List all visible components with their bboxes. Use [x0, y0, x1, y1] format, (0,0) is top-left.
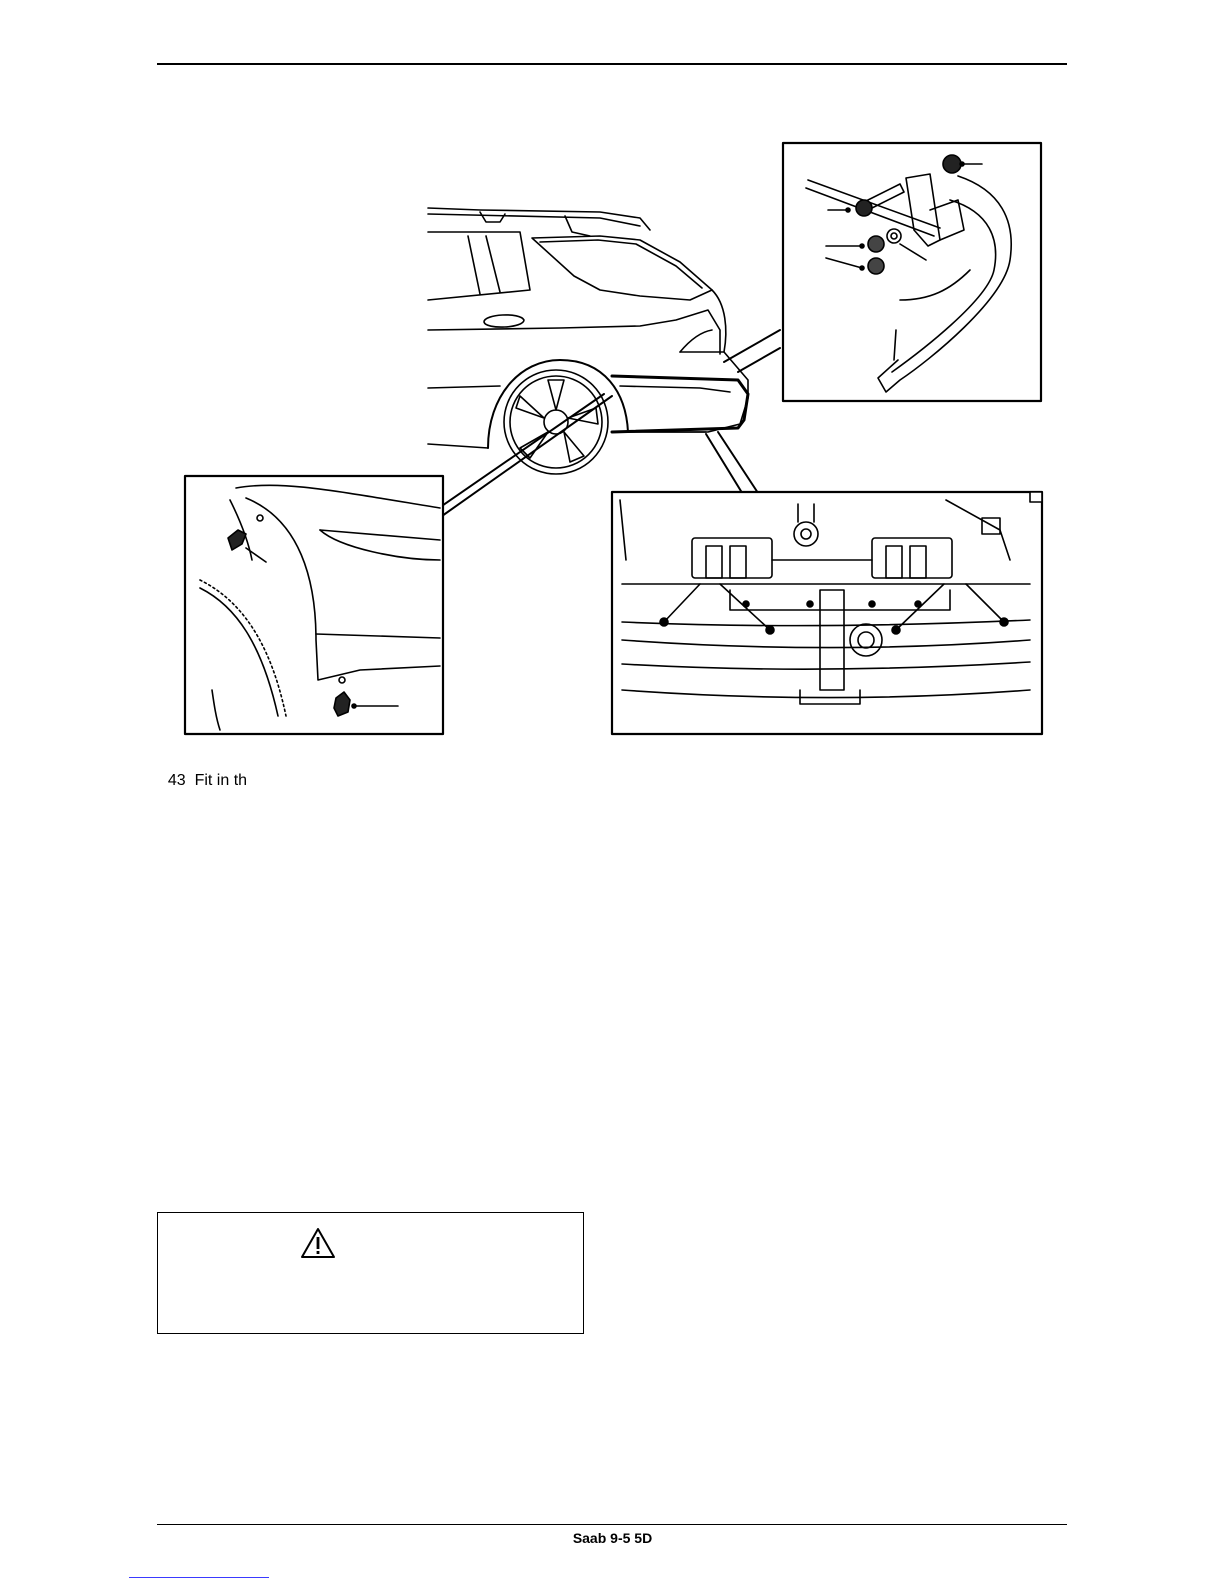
- step-gap: [186, 772, 195, 789]
- inset-underside: [612, 492, 1042, 734]
- step-description: Fit in th: [194, 772, 248, 789]
- footer-rule: [157, 1524, 1067, 1525]
- car-drawing: [428, 208, 780, 516]
- bumper-illustration: [0, 0, 1225, 760]
- warning-box: [157, 1212, 584, 1334]
- warning-triangle-icon: [300, 1227, 336, 1259]
- link-underline[interactable]: [129, 1577, 269, 1578]
- footer-title: Saab 9-5 5D: [572, 1530, 653, 1546]
- inset-wheel-arch: [185, 476, 443, 734]
- step-number: 43: [167, 772, 186, 789]
- inset-bracket: [783, 143, 1041, 401]
- step-43-text: [159, 754, 247, 790]
